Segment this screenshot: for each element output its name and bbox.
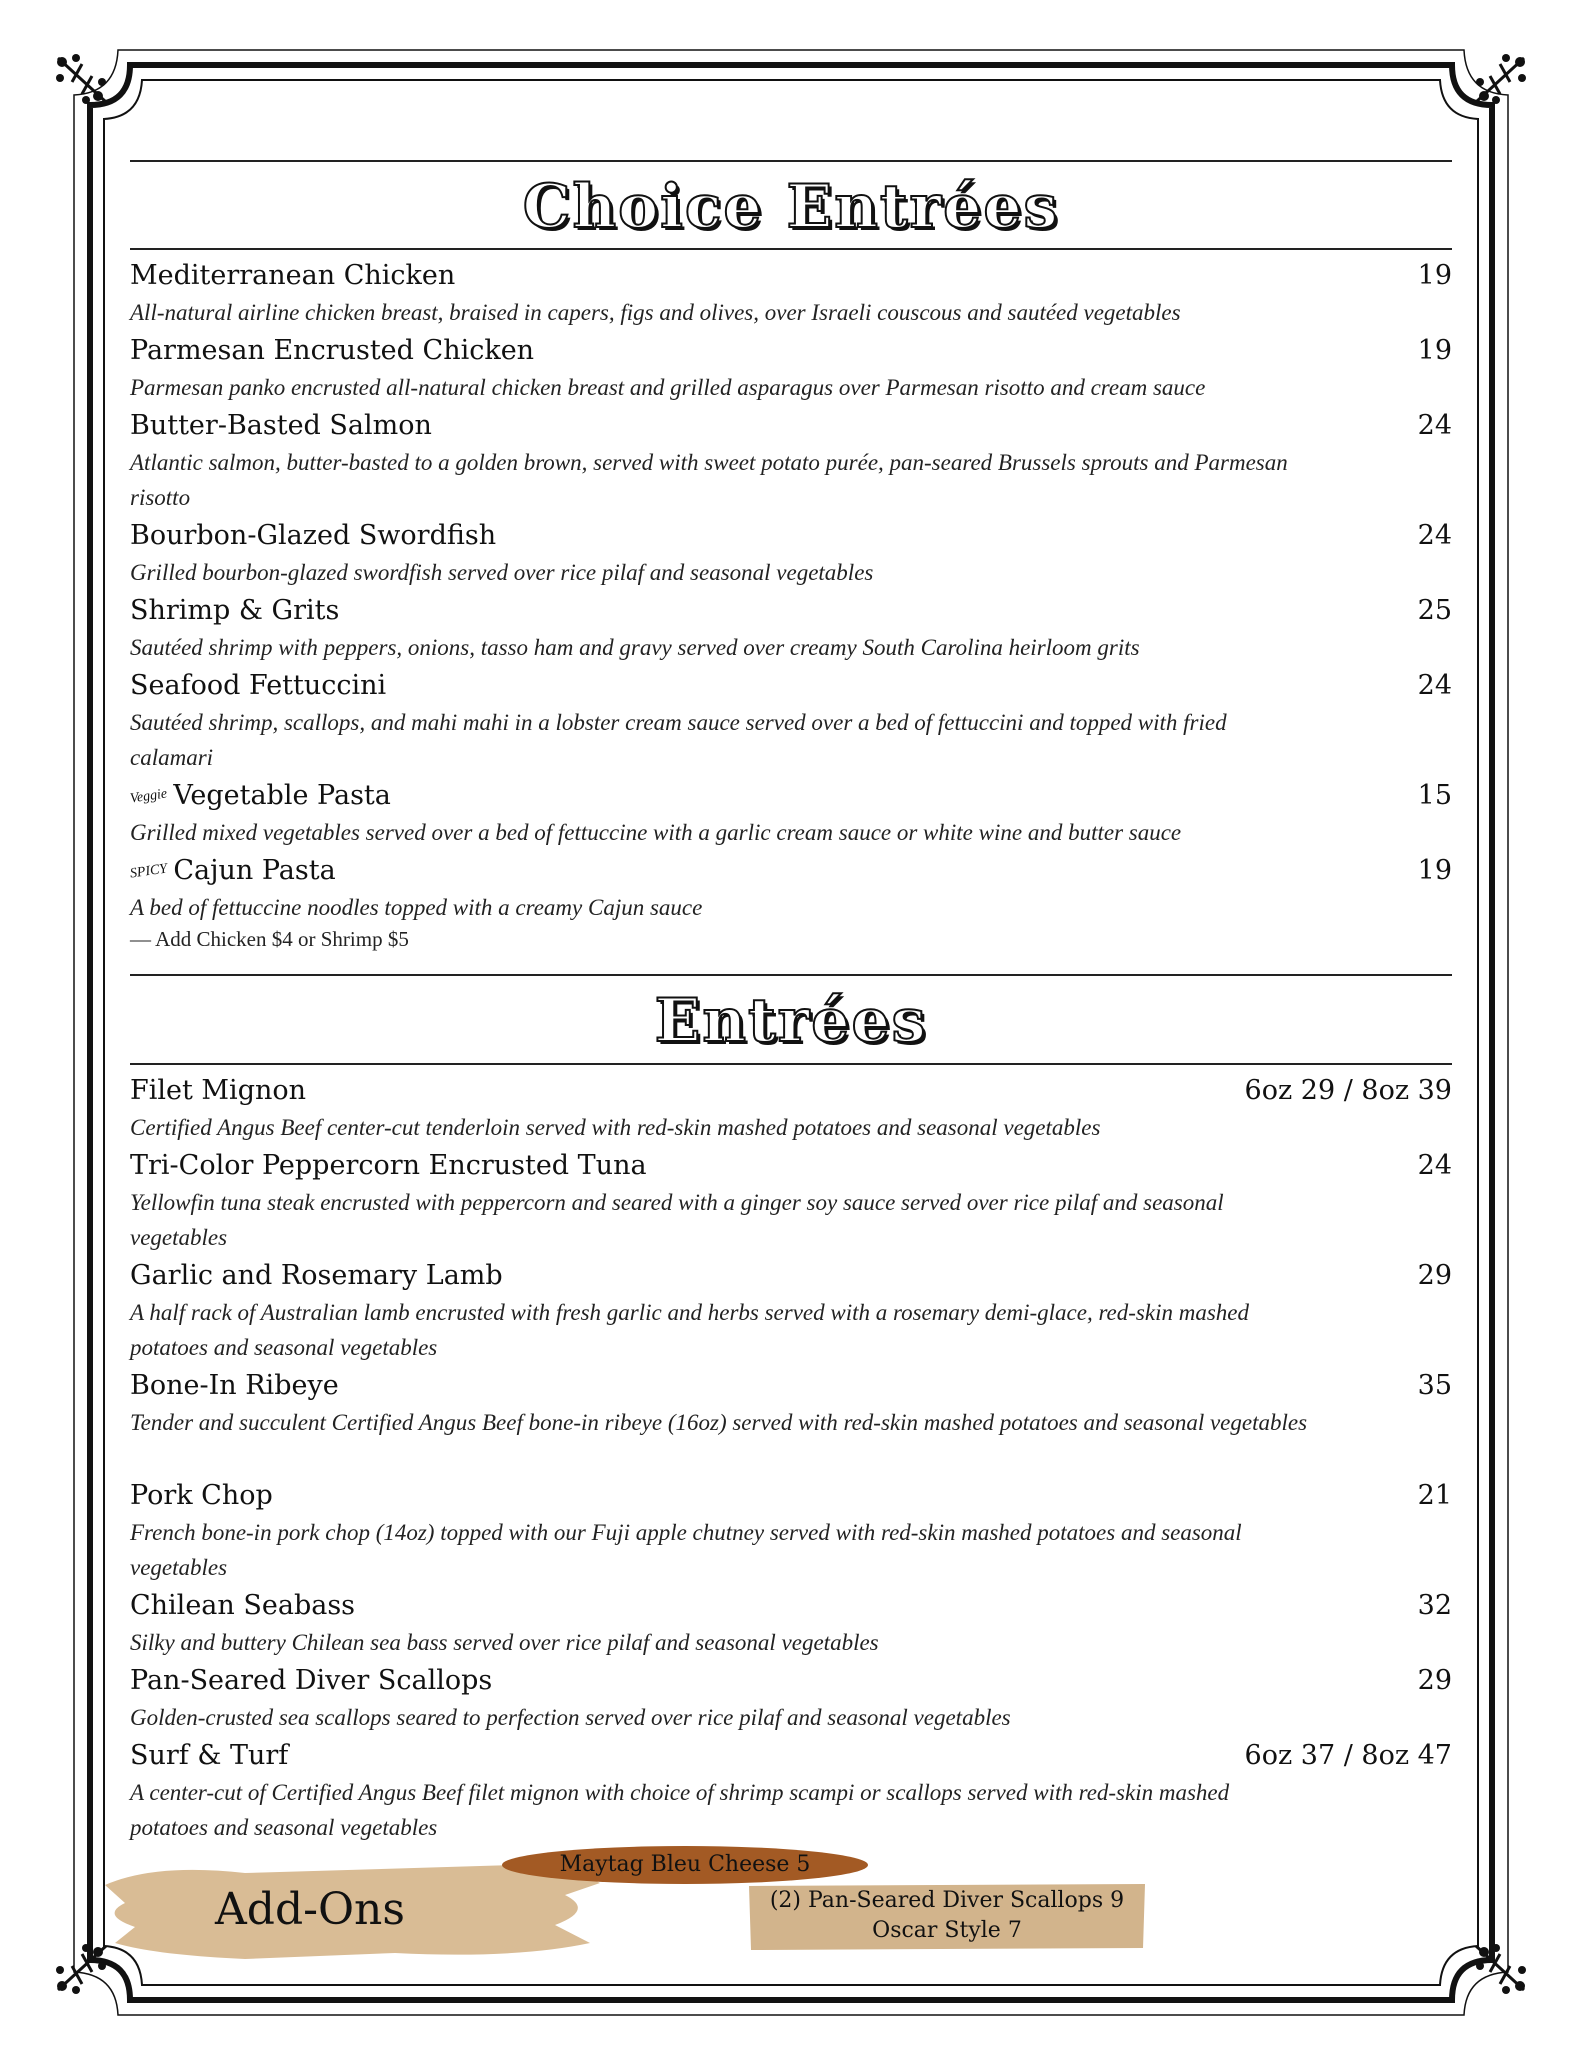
item-description: All-natural airline chicken breast, braised in capers, figs and olives, over Israeli couscous and sautéed vegetables — [130, 300, 1181, 325]
item-name: Bourbon-Glazed Swordfish — [130, 520, 497, 551]
item-name: Bone-In Ribeye — [130, 1370, 339, 1401]
item-note: — Add Chicken $4 or Shrimp $5 — [130, 927, 409, 951]
item-description: Grilled mixed vegetables served over a bed of fettuccine with a garlic cream sauce or white wine and butter sauce — [130, 820, 1182, 845]
item-price: 6oz 29 / 8oz 39 — [1244, 1075, 1452, 1106]
choice-entrees-title: Choice Entrées — [522, 172, 1060, 242]
item-price: 19 — [1417, 335, 1452, 366]
menu-item — [130, 410, 1452, 515]
item-description: Sautéed shrimp, scallops, and mahi mahi in a lobster cream sauce served over a bed of fettuccini and topped with fried calamari — [130, 710, 1227, 770]
menu-item — [130, 1740, 1452, 1845]
addon-oscar-style: Oscar Style 7 — [872, 1918, 1022, 1943]
item-name: Seafood Fettuccini — [130, 670, 387, 701]
menu-item — [130, 1150, 1452, 1255]
item-price: 32 — [1417, 1590, 1452, 1621]
item-price: 35 — [1417, 1370, 1452, 1401]
item-name: Butter-Basted Salmon — [130, 410, 432, 441]
corner-ornament-top-left-icon — [52, 52, 112, 108]
item-name: Chilean Seabass — [130, 1590, 356, 1621]
menu-item — [130, 1665, 1452, 1735]
item-name: Filet Mignon — [130, 1075, 307, 1106]
item-price: 21 — [1417, 1480, 1452, 1511]
item-description: Yellowfin tuna steak encrusted with peppercorn and seared with a ginger soy sauce served over rice pilaf and seasonal vegetables — [130, 1190, 1224, 1250]
section-rule — [130, 1063, 1452, 1065]
section-rule — [130, 248, 1452, 250]
addons-title: Add-Ons — [215, 1884, 405, 1935]
spicy-tag-icon: SPICY — [129, 860, 169, 882]
item-description: Parmesan panko encrusted all-natural chicken breast and grilled asparagus over Parmesan risotto and cream sauce — [130, 375, 1206, 400]
menu-item — [130, 520, 1452, 590]
item-description: Golden-crusted sea scallops seared to perfection served over rice pilaf and seasonal vegetables — [130, 1705, 1011, 1730]
item-price: 25 — [1417, 595, 1452, 626]
item-name-text: Vegetable Pasta — [173, 780, 391, 811]
menu-item — [130, 1480, 1452, 1585]
entrees-title: Entrées — [654, 986, 928, 1056]
menu-item — [130, 260, 1452, 330]
item-name: Garlic and Rosemary Lamb — [130, 1260, 503, 1291]
item-name: Pork Chop — [130, 1480, 273, 1511]
item-price: 19 — [1417, 855, 1452, 886]
item-name: Surf & Turf — [130, 1740, 289, 1771]
menu-item — [130, 670, 1452, 775]
item-name: Shrimp & Grits — [130, 595, 340, 626]
item-description: Silky and buttery Chilean sea bass served over rice pilaf and seasonal vegetables — [130, 1630, 879, 1655]
item-price: 24 — [1417, 410, 1452, 441]
item-description: Grilled bourbon-glazed swordfish served over rice pilaf and seasonal vegetables — [130, 560, 874, 585]
item-description: Certified Angus Beef center-cut tenderloin served with red-skin mashed potatoes and seasonal vegetables — [130, 1115, 1101, 1140]
addon-scallops-box — [748, 1886, 1146, 1946]
corner-ornament-bottom-right-icon — [1470, 1940, 1530, 1996]
item-name-text: Cajun Pasta — [173, 855, 336, 886]
item-price: 15 — [1417, 780, 1452, 811]
item-price: 24 — [1417, 1150, 1452, 1181]
section-rule — [130, 974, 1452, 976]
item-name: Parmesan Encrusted Chicken — [130, 335, 535, 366]
menu-item — [130, 780, 1452, 850]
section-rule — [130, 160, 1452, 162]
item-description: Sautéed shrimp with peppers, onions, tasso ham and gravy served over creamy South Carolina heirloom grits — [130, 635, 1140, 660]
item-name — [130, 780, 391, 811]
item-name: Mediterranean Chicken — [130, 260, 456, 291]
veggie-tag-icon: Veggie — [129, 785, 169, 807]
item-price: 6oz 37 / 8oz 47 — [1244, 1740, 1452, 1771]
item-price: 29 — [1417, 1260, 1452, 1291]
item-description: A bed of fettuccine noodles topped with a creamy Cajun sauce — [130, 895, 703, 920]
menu-item — [130, 855, 1452, 952]
item-name — [130, 855, 336, 886]
item-description: A center-cut of Certified Angus Beef filet mignon with choice of shrimp scampi or scallops served with red-skin mashed potatoes and seasonal vegetables — [130, 1780, 1230, 1840]
menu-item — [130, 335, 1452, 405]
item-description: A half rack of Australian lamb encrusted with fresh garlic and herbs served with a rosemary demi-glace, red-skin mashed potatoes and seasonal vegetables — [130, 1300, 1249, 1360]
menu-item — [130, 595, 1452, 665]
item-name: Tri-Color Peppercorn Encrusted Tuna — [130, 1150, 647, 1181]
item-description: Atlantic salmon, butter-basted to a golden brown, served with sweet potato purée, pan-seared Brussels sprouts and Parmesan risotto — [130, 450, 1288, 510]
menu-item — [130, 1075, 1452, 1145]
item-name: Pan-Seared Diver Scallops — [130, 1665, 493, 1696]
menu-item — [130, 1370, 1452, 1440]
menu-item — [130, 1590, 1452, 1660]
item-description: French bone-in pork chop (14oz) topped with our Fuji apple chutney served with red-skin mashed potatoes and seasonal vegetables — [130, 1520, 1242, 1580]
item-price: 24 — [1417, 520, 1452, 551]
addon-bleu-cheese: Maytag Bleu Cheese 5 — [559, 1852, 811, 1877]
addon-scallops: (2) Pan-Seared Diver Scallops 9 — [769, 1888, 1125, 1913]
item-description: Tender and succulent Certified Angus Beef bone-in ribeye (16oz) served with red-skin mashed potatoes and seasonal vegetables — [130, 1410, 1308, 1435]
item-price: 24 — [1417, 670, 1452, 701]
corner-ornament-top-right-icon — [1470, 52, 1530, 108]
item-price: 29 — [1417, 1665, 1452, 1696]
menu-item — [130, 1260, 1452, 1365]
item-price: 19 — [1417, 260, 1452, 291]
